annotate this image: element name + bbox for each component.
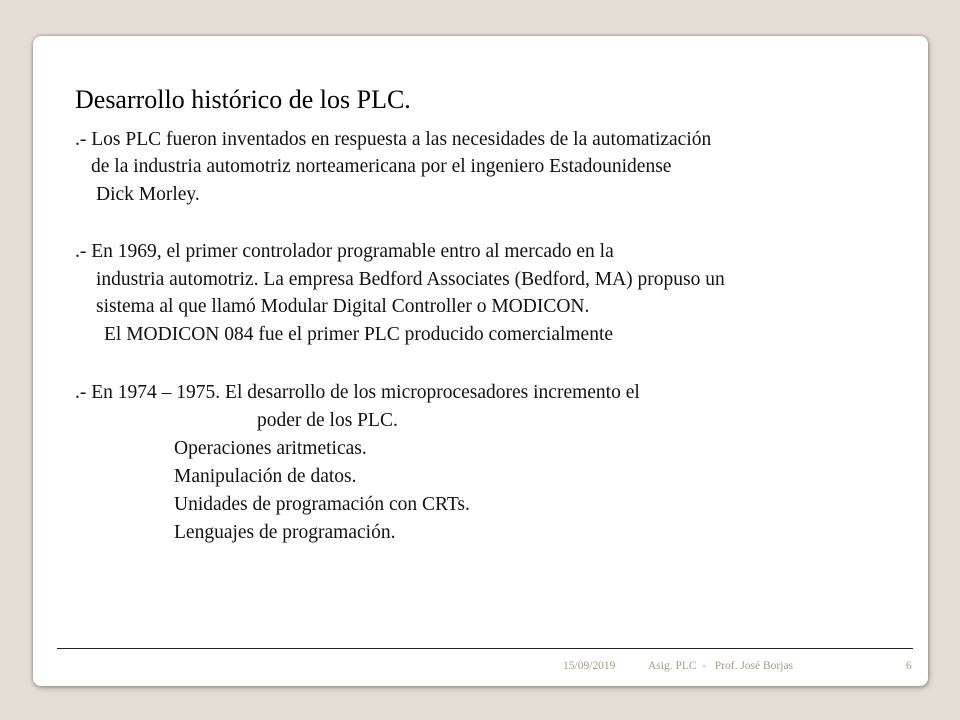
- paragraph3-line1: .- En 1974 – 1975. El desarrollo de los microprocesadores incremento el: [75, 382, 640, 403]
- footer-divider: [57, 648, 913, 649]
- paragraph1-line1: .- Los PLC fueron inventados en respuesta a las necesidades de la automatización: [75, 129, 712, 150]
- list-item: Unidades de programación con CRTs.: [174, 494, 470, 515]
- paragraph2-line2: industria automotriz. La empresa Bedford Associates (Bedford, MA) propuso un: [96, 269, 725, 290]
- paragraph2-line3: sistema al que llamó Modular Digital Controller o MODICON.: [96, 296, 590, 317]
- slide-title: Desarrollo histórico de los PLC.: [75, 85, 411, 114]
- paragraph3-line2: poder de los PLC.: [257, 410, 398, 431]
- paragraph2-line4: El MODICON 084 fue el primer PLC producido comercialmente: [104, 324, 614, 345]
- footer-course: Asig. PLC - Prof. José Borjas: [648, 660, 794, 672]
- list-item: Lenguajes de programación.: [174, 522, 396, 543]
- list-item: Operaciones aritmeticas.: [174, 438, 367, 459]
- footer-date: 15/09/2019: [563, 660, 616, 672]
- footer-page-number: 6: [906, 660, 912, 672]
- paragraph2-line1: .- En 1969, el primer controlador programable entro al mercado en la: [75, 241, 614, 262]
- paragraph1-line3: Dick Morley.: [96, 184, 200, 205]
- list-item: Manipulación de datos.: [174, 466, 357, 487]
- paragraph1-line2: de la industria automotriz norteamericana por el ingeniero Estadounidense: [91, 156, 672, 177]
